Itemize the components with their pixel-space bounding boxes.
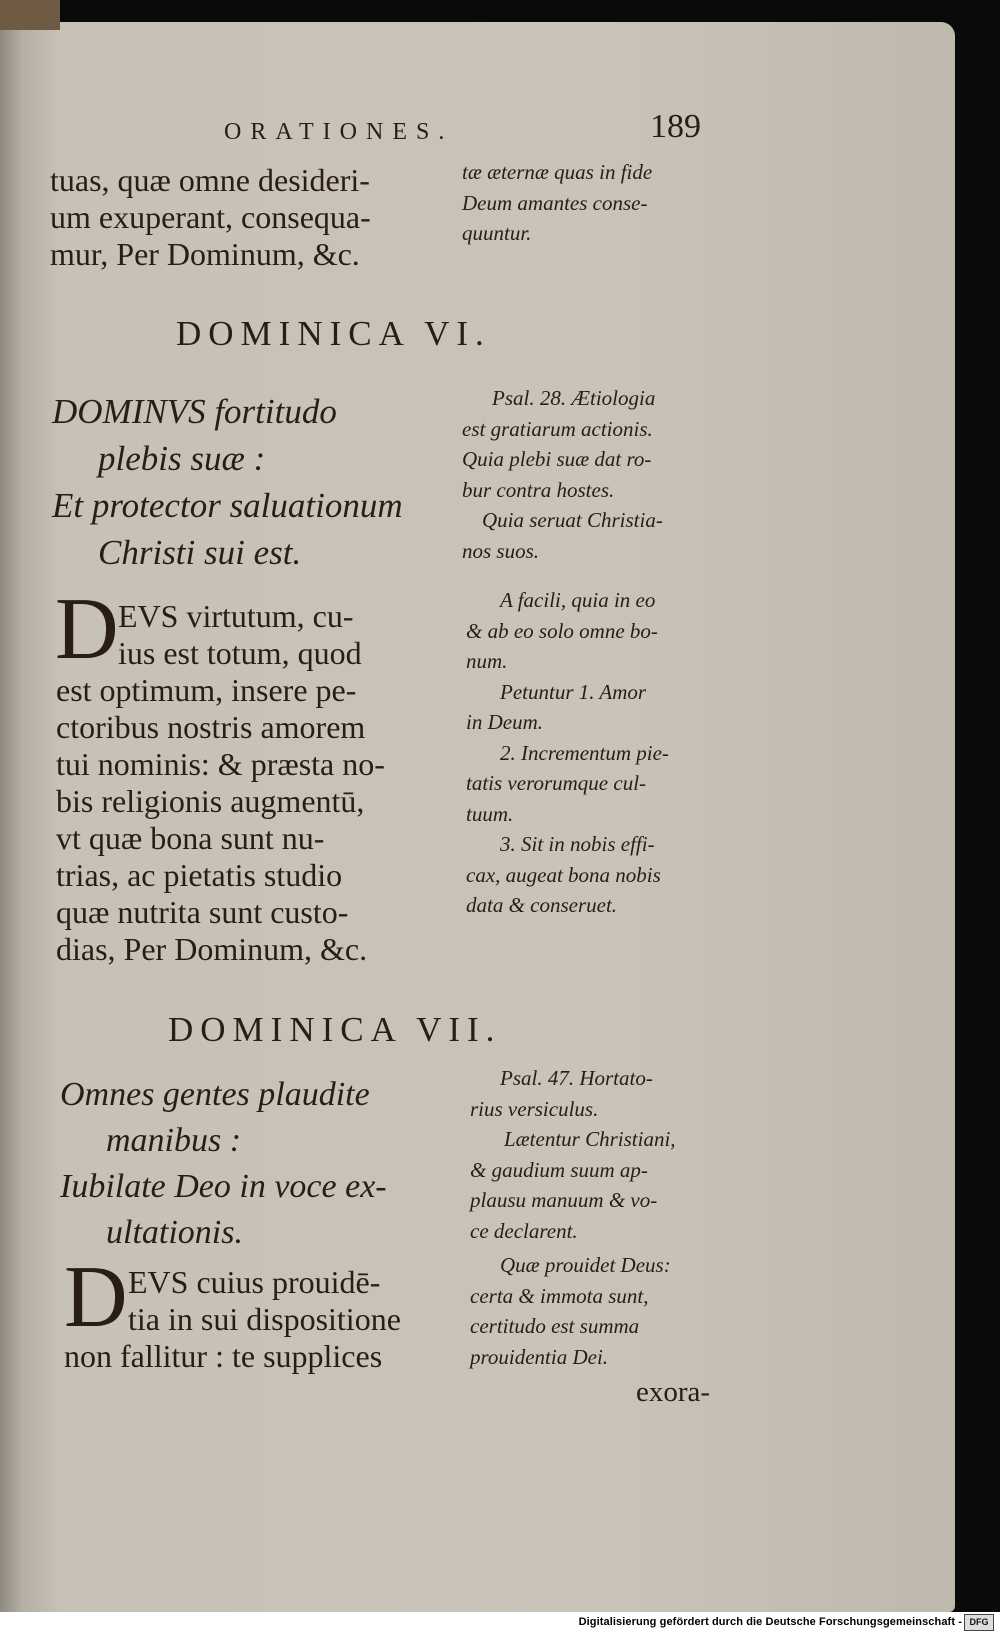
- note-line: data & conseruet.: [466, 893, 618, 917]
- text-line: um exuperant, consequa-: [50, 199, 371, 235]
- catchword: exora-: [636, 1376, 711, 1408]
- note-line: num.: [466, 649, 508, 673]
- note-line: 3. Sit in nobis effi-: [500, 832, 655, 856]
- note-line: Psal. 47. Hortato-: [500, 1066, 653, 1090]
- running-title: ORATIONES.: [224, 119, 454, 145]
- antiphon-line: DOMINVS fortitudo: [52, 392, 337, 431]
- text-line: tia in sui dispositione: [128, 1301, 401, 1337]
- page-number: 189: [650, 108, 701, 145]
- text-line: quæ nutrita sunt custo-: [56, 894, 349, 930]
- antiphon-line: Omnes gentes plaudite: [60, 1076, 370, 1113]
- text-line: tuas, quæ omne desideri-: [50, 162, 370, 198]
- note-line: & ab eo solo omne bo-: [466, 618, 658, 643]
- antiphon-line: Christi sui est.: [98, 533, 302, 572]
- note-line: Deum amantes conse-: [462, 190, 648, 215]
- antiphon-line: manibus :: [106, 1122, 242, 1159]
- note-line: in Deum.: [466, 710, 543, 734]
- text-line: bis religionis augmentū,: [56, 783, 365, 819]
- note-line: ce declarent.: [470, 1218, 578, 1243]
- text-line: trias, ac pietatis studio: [56, 857, 343, 893]
- note-line: plausu manuum & vo-: [470, 1188, 658, 1212]
- note-line: est gratiarum actionis.: [462, 416, 653, 441]
- antiphon-notes: [462, 383, 663, 566]
- antiphon: [52, 388, 403, 576]
- prayer-notes: [470, 1250, 671, 1372]
- section-heading: DOMINICA VII.: [168, 1010, 502, 1049]
- text-line: tui nominis: & præsta no-: [56, 746, 385, 782]
- antiphon-line: ultationis.: [106, 1214, 243, 1251]
- note-line: rius versiculus.: [470, 1096, 599, 1121]
- continuation-text: [50, 162, 371, 273]
- note-line: quuntur.: [462, 221, 532, 245]
- note-line: Petuntur 1. Amor: [500, 679, 647, 704]
- drop-cap: D: [64, 1249, 128, 1346]
- note-line: Quia seruat Christia-: [482, 508, 663, 532]
- note-line: Psal. 28. Ætiologia: [492, 386, 656, 410]
- note-line: tæ æternæ quas in fide: [462, 160, 653, 184]
- antiphon-line: plebis suæ :: [98, 439, 266, 478]
- note-line: nos suos.: [462, 538, 540, 563]
- note-line: tatis verorumque cul-: [466, 771, 647, 795]
- section-heading: DOMINICA VI.: [176, 314, 491, 353]
- note-line: A facili, quia in eo: [500, 588, 656, 612]
- drop-cap: D: [55, 581, 119, 678]
- text-line: EVS virtutum, cu-: [118, 598, 354, 634]
- note-line: bur contra hostes.: [462, 477, 615, 502]
- text-line: dias, Per Dominum, &c.: [56, 931, 368, 967]
- note-line: cax, augeat bona nobis: [466, 862, 661, 887]
- continuation-note: [462, 157, 652, 249]
- note-line: Quia plebi suæ dat ro-: [462, 447, 652, 471]
- note-line: prouidentia Dei.: [470, 1344, 609, 1369]
- note-line: Lætentur Christiani,: [504, 1127, 676, 1151]
- note-line: Quæ prouidet Deus:: [500, 1253, 671, 1277]
- note-line: certitudo est summa: [470, 1314, 640, 1338]
- text-line: est optimum, insere pe-: [56, 672, 357, 708]
- antiphon-notes: [470, 1063, 676, 1246]
- note-line: certa & immota sunt,: [470, 1283, 649, 1308]
- text-line: EVS cuius prouidē-: [128, 1264, 381, 1300]
- text-line: ctoribus nostris amorem: [56, 709, 366, 745]
- antiphon-line: Et protector saluationum: [52, 486, 403, 525]
- funding-credit: Digitalisierung gefördert durch die Deutsche Forschungsgemeinschaft -: [578, 1616, 962, 1628]
- prayer-text: [56, 598, 385, 968]
- prayer-text: [64, 1264, 401, 1375]
- dfg-logo: DFG: [964, 1614, 994, 1631]
- text-line: mur, Per Dominum, &c.: [50, 236, 360, 272]
- antiphon-line: Iubilate Deo in voce ex-: [60, 1168, 387, 1205]
- text-line: ius est totum, quod: [118, 635, 362, 671]
- note-line: & gaudium suum ap-: [470, 1157, 648, 1182]
- text-line: vt quæ bona sunt nu-: [56, 820, 325, 856]
- text-line: non fallitur : te supplices: [64, 1338, 383, 1374]
- note-line: tuum.: [466, 801, 514, 826]
- page-corner: [0, 0, 60, 30]
- note-line: 2. Incrementum pie-: [500, 740, 669, 765]
- antiphon: [60, 1072, 387, 1256]
- prayer-notes: [466, 585, 669, 921]
